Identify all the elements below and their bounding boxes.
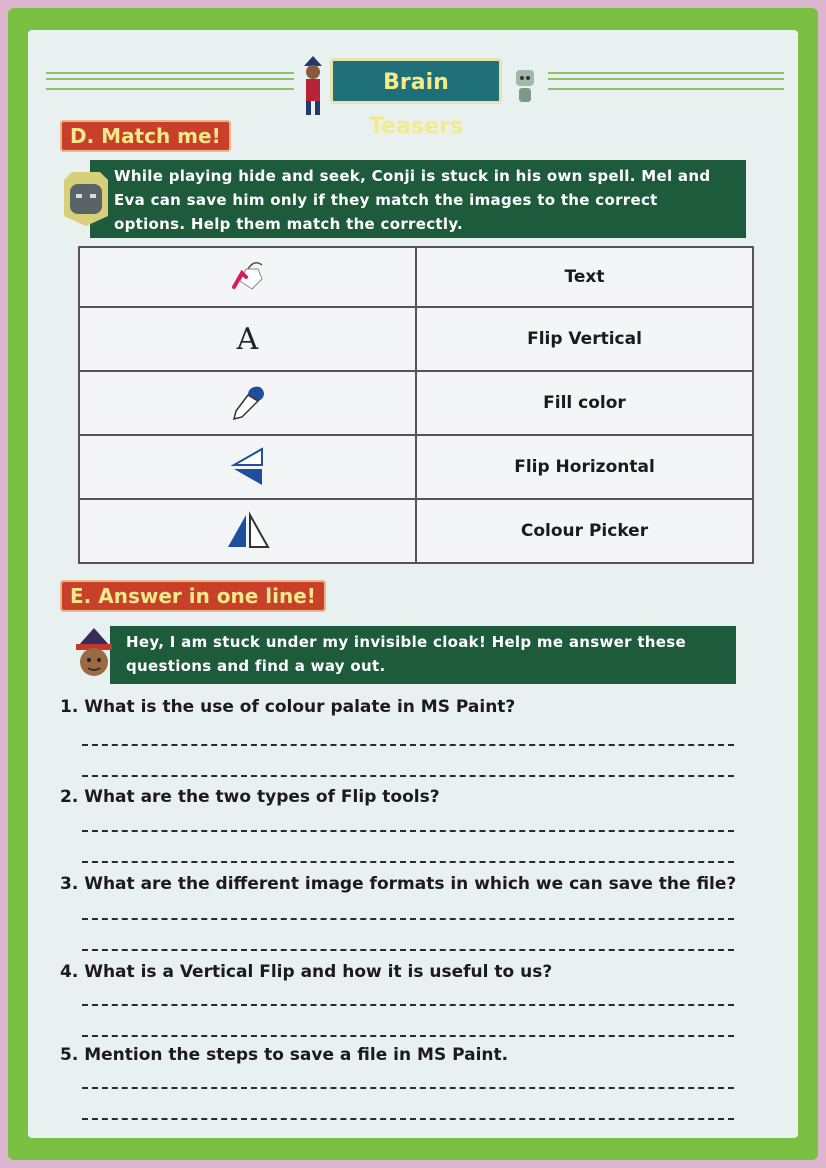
match-table: [78, 246, 754, 564]
eraser-icon: [228, 259, 268, 295]
section-e-title: E. Answer in one line!: [60, 580, 326, 612]
table-cell-option: Colour Picker: [416, 499, 753, 563]
table-cell-icon: [79, 307, 416, 371]
answer-line[interactable]: [82, 1004, 734, 1006]
question-2: 2. What are the two types of Flip tools?: [60, 787, 440, 807]
section-e-speech-bubble: [110, 626, 736, 684]
answer-line[interactable]: [82, 830, 734, 832]
mel-character-icon: [298, 56, 328, 118]
table-cell-option: Flip Vertical: [416, 307, 753, 371]
header-rule-left: [46, 72, 294, 90]
question-5: 5. Mention the steps to save a file in MS Paint.: [60, 1045, 509, 1065]
brain-teasers-banner: Brain Teasers: [330, 58, 502, 104]
table-row: [79, 307, 753, 371]
header-rule-right: [548, 72, 784, 90]
table-cell-option: Text: [416, 247, 753, 307]
answer-line[interactable]: [82, 1035, 734, 1037]
table-row: [79, 499, 753, 563]
table-cell-option: Flip Horizontal: [416, 435, 753, 499]
table-cell-icon: [79, 435, 416, 499]
answer-line[interactable]: [82, 775, 734, 777]
answer-line[interactable]: [82, 1118, 734, 1120]
table-row: [79, 371, 753, 435]
answer-line[interactable]: [82, 861, 734, 863]
answer-line[interactable]: [82, 918, 734, 920]
flip-horizontal-icon: [228, 447, 268, 487]
section-d-speech-text: While playing hide and seek, Conji is stuck in his own spell. Mel and Eva can save him only if they match the images to the correct options. Help them match the correctly.: [114, 167, 711, 233]
letter-a-icon: A: [236, 321, 259, 357]
table-cell-option: Fill color: [416, 371, 753, 435]
answer-line[interactable]: [82, 949, 734, 951]
question-4: 4. What is a Vertical Flip and how it is useful to us?: [60, 962, 553, 982]
table-cell-icon: [79, 371, 416, 435]
table-cell-icon: [79, 499, 416, 563]
flip-vertical-icon: [226, 511, 270, 551]
eva-avatar-icon: [72, 628, 116, 686]
question-1: 1. What is the use of colour palate in MS Paint?: [60, 697, 516, 717]
question-3: 3. What are the different image formats in which we can save the file?: [60, 874, 737, 894]
table-cell-icon: [79, 247, 416, 307]
answer-line[interactable]: [82, 1087, 734, 1089]
table-row: [79, 247, 753, 307]
robot-character-icon: [510, 66, 540, 106]
conji-avatar-icon: [60, 170, 112, 232]
answer-line[interactable]: [82, 744, 734, 746]
section-d-title: D. Match me!: [60, 120, 231, 152]
color-picker-icon: [228, 383, 268, 423]
table-row: [79, 435, 753, 499]
section-d-speech-bubble: [90, 160, 746, 238]
section-e-speech-text: Hey, I am stuck under my invisible cloak! Help me answer these questions and find a way out.: [126, 633, 686, 675]
